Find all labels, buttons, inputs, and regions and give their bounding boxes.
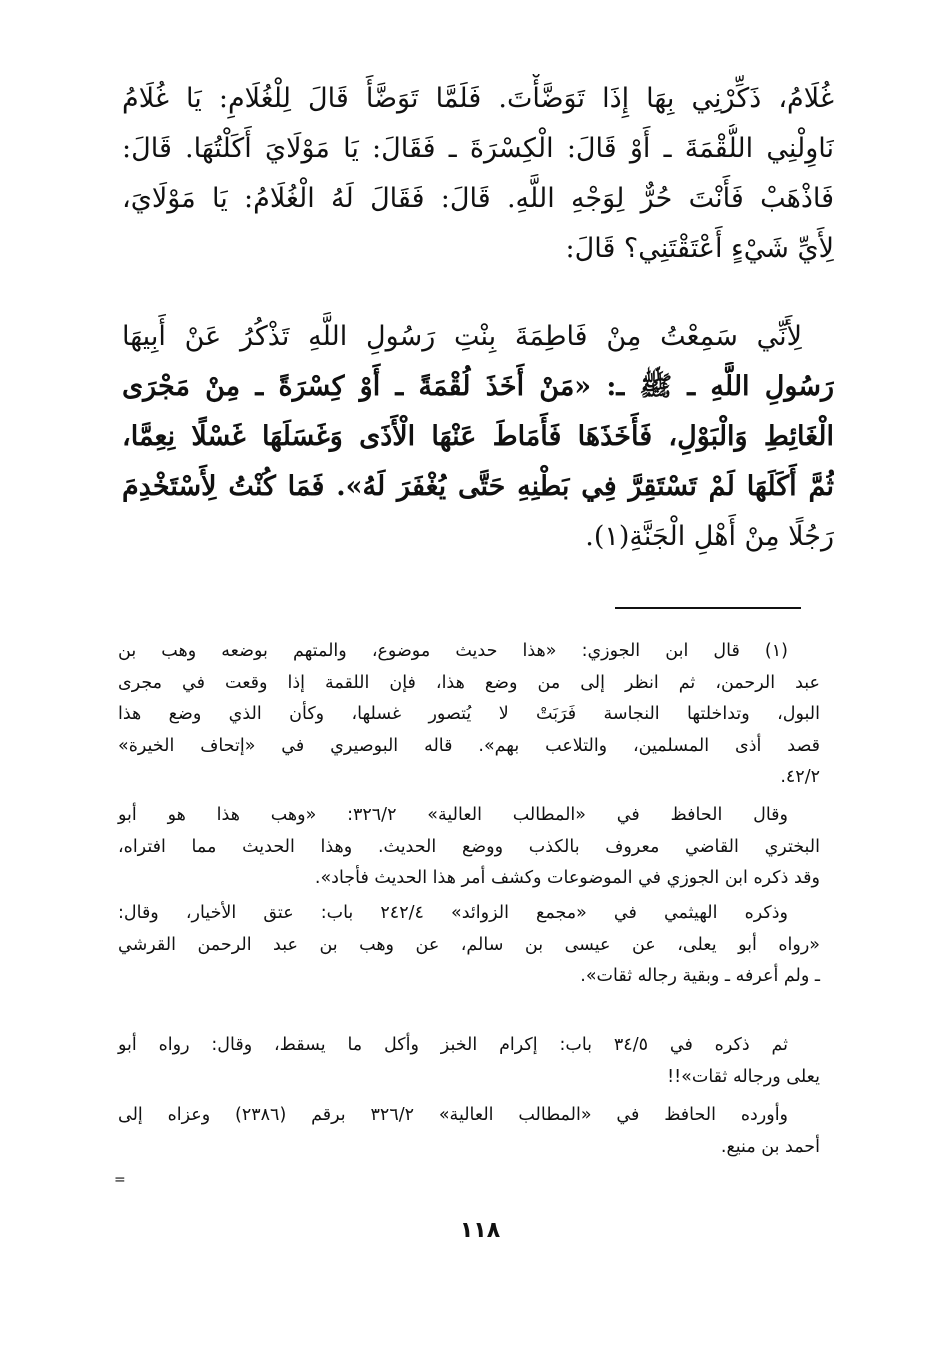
footnote-line: البختري القاضي معروف بالكذب ووضع الحديث. وهذا الحديث مما افتراه، bbox=[118, 836, 820, 857]
margin-mark: = bbox=[114, 1172, 126, 1188]
footnote-line: ٤٢/٢. bbox=[780, 767, 820, 787]
footnote-line: قصد أذى المسلمين، والتلاعب بهم». قاله البوصيري في «إتحاف الخيرة» bbox=[118, 735, 820, 756]
footnote-4 bbox=[118, 1030, 820, 1093]
footnote-2 bbox=[118, 800, 820, 895]
footnote-separator bbox=[615, 607, 801, 609]
text-line: غُلَامُ، ذَكِّرْنِي بِهَا إِذَا تَوَضَّأْتَ. فَلَمَّا تَوَضَّأَ قَالَ لِلْغُلَامِ: يَا غُلَامُ bbox=[122, 83, 834, 114]
page-number: ١١٨ bbox=[459, 1218, 501, 1243]
footnote-line: يعلى ورجاله ثقات»!! bbox=[667, 1066, 820, 1087]
footnote-5 bbox=[118, 1100, 820, 1163]
footnote-1 bbox=[118, 636, 820, 794]
footnote-line: (١) قال ابن الجوزي: «هذا حديث موضوع، والمتهم بوضعه وهب بن bbox=[118, 641, 788, 661]
footnote-line: وقد ذكره ابن الجوزي في الموضوعات وكشف أمر هذا الحديث فأجاد». bbox=[314, 868, 820, 888]
footnote-3 bbox=[118, 898, 820, 993]
footnote-line: ـ ولم أعرفه ـ وبقية رجاله ثقات». bbox=[580, 966, 820, 986]
footnote-line: وأورده الحافظ في «المطالب العالية» ٣٢٦/٢ برقم (٢٣٨٦) وعزاه إلى bbox=[118, 1105, 789, 1125]
footnote-line: البول، وتداخلتها النجاسة فَرَبَتْ لا يُتصور غسلها، وكأن الذي وضع هذا bbox=[118, 704, 820, 724]
footnote-line: أحمد بن منيع. bbox=[720, 1136, 820, 1157]
text-line: رَجُلًا مِنْ أَهْلِ الْجَنَّةِ(١). bbox=[585, 521, 834, 552]
footnote-line: عبد الرحمن، ثم انظر إلى من وضع هذا، فإن اللقمة إذا وقعت في مجرى bbox=[118, 672, 820, 693]
text-line: الْغَائِطِ وَالْبَوْلِ، فَأَخَذَهَا فَأَمَاطَ عَنْهَا الْأَذَى وَغَسَلَهَا غَسْلًا نِعِمَّا، bbox=[122, 421, 834, 452]
footnote-line: ثم ذكره في ٣٤/٥ باب: إكرام الخبز وأكل ما يسقط، وقال: رواه أبو bbox=[118, 1035, 788, 1055]
paragraph-1 bbox=[122, 74, 834, 274]
text-line: لِأَيِّ شَيْءٍ أَعْتَقْتَنِي؟ قَالَ: bbox=[565, 233, 834, 264]
footnote-line: «رواه أبو يعلى، عن عيسى بن سالم، عن وهب بن عبد الرحمن القرشي bbox=[118, 934, 820, 955]
footnote-line: وذكره الهيثمي في «مجمع الزوائد» ٢٤٢/٤ باب: عتق الأخيار، وقال: bbox=[118, 903, 788, 923]
paragraph-2 bbox=[122, 312, 834, 562]
text-line: نَاوِلْنِي اللُّقْمَةَ ـ أَوْ قَالَ: الْكِسْرَةَ ـ فَقَالَ: يَا مَوْلَايَ أَكَلْتُهَا. قَالَ: bbox=[122, 133, 834, 164]
text-line: رَسُولِ اللَّهِ ـ ﷺ ـ: «مَنْ أَخَذَ لُقْمَةً ـ أَوْ كِسْرَةً ـ مِنْ مَجْرَى bbox=[122, 371, 834, 402]
text-line: ثُمَّ أَكَلَهَا لَمْ تَسْتَقِرَّ فِي بَطْنِهِ حَتَّى يُغْفَرَ لَهُ». فَمَا كُنْتُ لِأَسْتَخْدِمَ bbox=[122, 471, 834, 502]
footnote-line: وقال الحافظ في «المطالب العالية» ٣٢٦/٢: «وهب هذا هو أبو bbox=[118, 805, 788, 825]
text-line: فَاذْهَبْ فَأَنْتَ حُرٌّ لِوَجْهِ اللَّهِ. قَالَ: فَقَالَ لَهُ الْغُلَامُ: يَا مَوْلَايَ، bbox=[122, 183, 834, 214]
text-line: لِأَنِّي سَمِعْتُ مِنْ فَاطِمَةَ بِنْتِ رَسُولِ اللَّهِ تَذْكُرُ عَنْ أَبِيهَا bbox=[122, 321, 802, 352]
